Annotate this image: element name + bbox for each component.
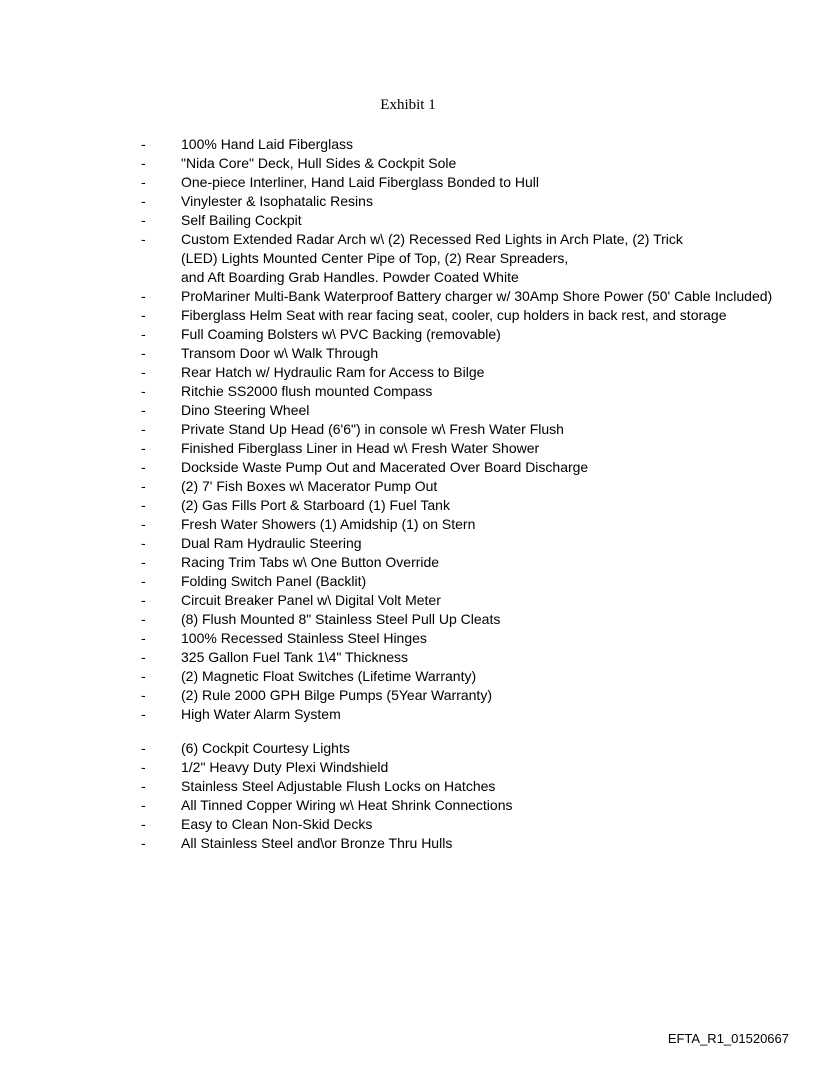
bullet-dash: - (141, 759, 146, 775)
list-item (0, 306, 816, 325)
list-item (0, 192, 816, 211)
list-item-text (181, 705, 341, 724)
list-item-line: (8) Flush Mounted 8" Stainless Steel Pull Up Cleats (181, 611, 501, 627)
list-item (0, 477, 816, 496)
list-item-text (181, 610, 500, 629)
list-item-line: Fiberglass Helm Seat with rear facing seat, cooler, cup holders in back rest, and storage (181, 307, 727, 323)
list-item-line: Transom Door w\ Walk Through (181, 345, 379, 361)
bullet-dash: - (141, 592, 146, 608)
bullet-dash: - (141, 778, 146, 794)
bullet-dash: - (141, 288, 146, 304)
list-item (0, 739, 816, 758)
bullet-dash: - (141, 402, 146, 418)
list-item (0, 591, 816, 610)
bullet-dash: - (141, 440, 146, 456)
list-item-line: Dino Steering Wheel (181, 402, 310, 418)
list-item-text (181, 496, 450, 515)
list-item (0, 629, 816, 648)
list-item-text (181, 363, 484, 382)
list-item-text (181, 648, 408, 667)
bullet-dash: - (141, 231, 146, 247)
bullet-dash: - (141, 797, 146, 813)
list-item-line: Fresh Water Showers (1) Amidship (1) on Stern (181, 516, 476, 532)
document-id: EFTA_R1_01520667 (667, 1031, 789, 1046)
bullet-dash: - (141, 630, 146, 646)
list-item-line: Folding Switch Panel (Backlit) (181, 573, 367, 589)
list-item (0, 553, 816, 572)
list-item-text (181, 230, 683, 287)
list-item-line: Vinylester & Isophatalic Resins (181, 193, 373, 209)
list-item-text (181, 401, 309, 420)
list-item (0, 173, 816, 192)
list-item-line: Circuit Breaker Panel w\ Digital Volt Meter (181, 592, 441, 608)
list-item-text (181, 344, 378, 363)
list-item-line: (2) Gas Fills Port & Starboard (1) Fuel Tank (181, 497, 450, 513)
list-item (0, 534, 816, 553)
list-item-text (181, 306, 727, 325)
list-item-text (181, 439, 539, 458)
list-item-text (181, 154, 456, 173)
list-item (0, 325, 816, 344)
list-item-line: Self Bailing Cockpit (181, 212, 302, 228)
list-item-line: All Tinned Copper Wiring w\ Heat Shrink Connections (181, 797, 513, 813)
list-item-line: Rear Hatch w/ Hydraulic Ram for Access to Bilge (181, 364, 485, 380)
bullet-dash: - (141, 706, 146, 722)
bullet-dash: - (141, 383, 146, 399)
list-item (0, 777, 816, 796)
bullet-dash: - (141, 835, 146, 851)
list-item-line: ProMariner Multi-Bank Waterproof Battery charger w/ 30Amp Shore Power (50' Cable Included) (181, 288, 773, 304)
list-item-text (181, 325, 501, 344)
list-item-line: 1/2" Heavy Duty Plexi Windshield (181, 759, 389, 775)
list-item-line: and Aft Boarding Grab Handles. Powder Coated White (181, 269, 519, 285)
feature-list-secondary (0, 739, 816, 853)
list-item (0, 572, 816, 591)
list-item (0, 363, 816, 382)
list-item-line: Dockside Waste Pump Out and Macerated Over Board Discharge (181, 459, 589, 475)
list-item (0, 796, 816, 815)
list-item-line: (2) Rule 2000 GPH Bilge Pumps (5Year Warranty) (181, 687, 492, 703)
bullet-dash: - (141, 816, 146, 832)
list-item-line: Private Stand Up Head (6'6") in console w\ Fresh Water Flush (181, 421, 564, 437)
list-item-line: 325 Gallon Fuel Tank 1\4" Thickness (181, 649, 409, 665)
list-item-text (181, 686, 492, 705)
list-item-text (181, 173, 539, 192)
list-item-text (181, 192, 373, 211)
list-item (0, 648, 816, 667)
list-item-text (181, 211, 302, 230)
bullet-dash: - (141, 345, 146, 361)
bullet-dash: - (141, 364, 146, 380)
list-item-line: (LED) Lights Mounted Center Pipe of Top, (2) Rear Spreaders, (181, 250, 569, 266)
list-item (0, 211, 816, 230)
list-item-line: High Water Alarm System (181, 706, 341, 722)
bullet-dash: - (141, 459, 146, 475)
list-item (0, 401, 816, 420)
bullet-dash: - (141, 478, 146, 494)
list-item-text (181, 591, 441, 610)
list-item-text (181, 420, 564, 439)
list-item (0, 515, 816, 534)
feature-list-main (0, 135, 816, 724)
list-item (0, 382, 816, 401)
list-item (0, 154, 816, 173)
list-item-line: Dual Ram Hydraulic Steering (181, 535, 362, 551)
list-item (0, 420, 816, 439)
list-item-line: Full Coaming Bolsters w\ PVC Backing (removable) (181, 326, 501, 342)
list-item-line: Stainless Steel Adjustable Flush Locks on Hatches (181, 778, 496, 794)
bullet-dash: - (141, 212, 146, 228)
bullet-dash: - (141, 193, 146, 209)
bullet-dash: - (141, 535, 146, 551)
list-item (0, 344, 816, 363)
bullet-dash: - (141, 554, 146, 570)
bullet-dash: - (141, 668, 146, 684)
bullet-dash: - (141, 497, 146, 513)
bullet-dash: - (141, 740, 146, 756)
list-item-line: One-piece Interliner, Hand Laid Fiberglass Bonded to Hull (181, 174, 539, 190)
list-item-text (181, 477, 437, 496)
bullet-dash: - (141, 174, 146, 190)
bullet-dash: - (141, 421, 146, 437)
list-item-line: All Stainless Steel and\or Bronze Thru Hulls (181, 835, 453, 851)
bullet-dash: - (141, 136, 146, 152)
list-item-line: "Nida Core" Deck, Hull Sides & Cockpit Sole (181, 155, 457, 171)
list-item-text (181, 572, 366, 591)
list-item-text (181, 382, 432, 401)
list-item (0, 135, 816, 154)
bullet-dash: - (141, 326, 146, 342)
list-item-text (181, 534, 362, 553)
list-item-text (181, 553, 439, 572)
bullet-dash: - (141, 649, 146, 665)
list-item-text (181, 758, 388, 777)
list-item (0, 496, 816, 515)
list-item-line: 100% Recessed Stainless Steel Hinges (181, 630, 427, 646)
list-item (0, 686, 816, 705)
bullet-dash: - (141, 687, 146, 703)
list-item (0, 758, 816, 777)
page-title: Exhibit 1 (380, 97, 436, 113)
list-item-text (181, 834, 452, 853)
list-item-line: Racing Trim Tabs w\ One Button Override (181, 554, 440, 570)
list-item-text (181, 777, 495, 796)
list-item-line: Custom Extended Radar Arch w\ (2) Recessed Red Lights in Arch Plate, (2) Trick (181, 231, 683, 247)
list-item (0, 458, 816, 477)
list-item-text (181, 815, 372, 834)
list-item-line: Easy to Clean Non-Skid Decks (181, 816, 373, 832)
list-item-text (181, 135, 353, 154)
list-item (0, 705, 816, 724)
list-item (0, 610, 816, 629)
list-item (0, 834, 816, 853)
list-item (0, 667, 816, 686)
list-item-text (181, 667, 476, 686)
list-item (0, 815, 816, 834)
bullet-dash: - (141, 516, 146, 532)
list-item (0, 230, 816, 287)
list-item-line: (2) Magnetic Float Switches (Lifetime Warranty) (181, 668, 477, 684)
bullet-dash: - (141, 573, 146, 589)
list-item-text (181, 287, 772, 306)
bullet-dash: - (141, 611, 146, 627)
bullet-dash: - (141, 307, 146, 323)
bullet-dash: - (141, 155, 146, 171)
list-item-text (181, 739, 350, 758)
list-item (0, 439, 816, 458)
list-item-line: 100% Hand Laid Fiberglass (181, 136, 353, 152)
list-item (0, 287, 816, 306)
list-item-text (181, 796, 513, 815)
list-item-text (181, 629, 427, 648)
list-item-line: (6) Cockpit Courtesy Lights (181, 740, 350, 756)
list-item-text (181, 515, 475, 534)
list-item-line: Finished Fiberglass Liner in Head w\ Fresh Water Shower (181, 440, 540, 456)
list-item-line: (2) 7' Fish Boxes w\ Macerator Pump Out (181, 478, 438, 494)
list-item-line: Ritchie SS2000 flush mounted Compass (181, 383, 433, 399)
list-item-text (181, 458, 588, 477)
